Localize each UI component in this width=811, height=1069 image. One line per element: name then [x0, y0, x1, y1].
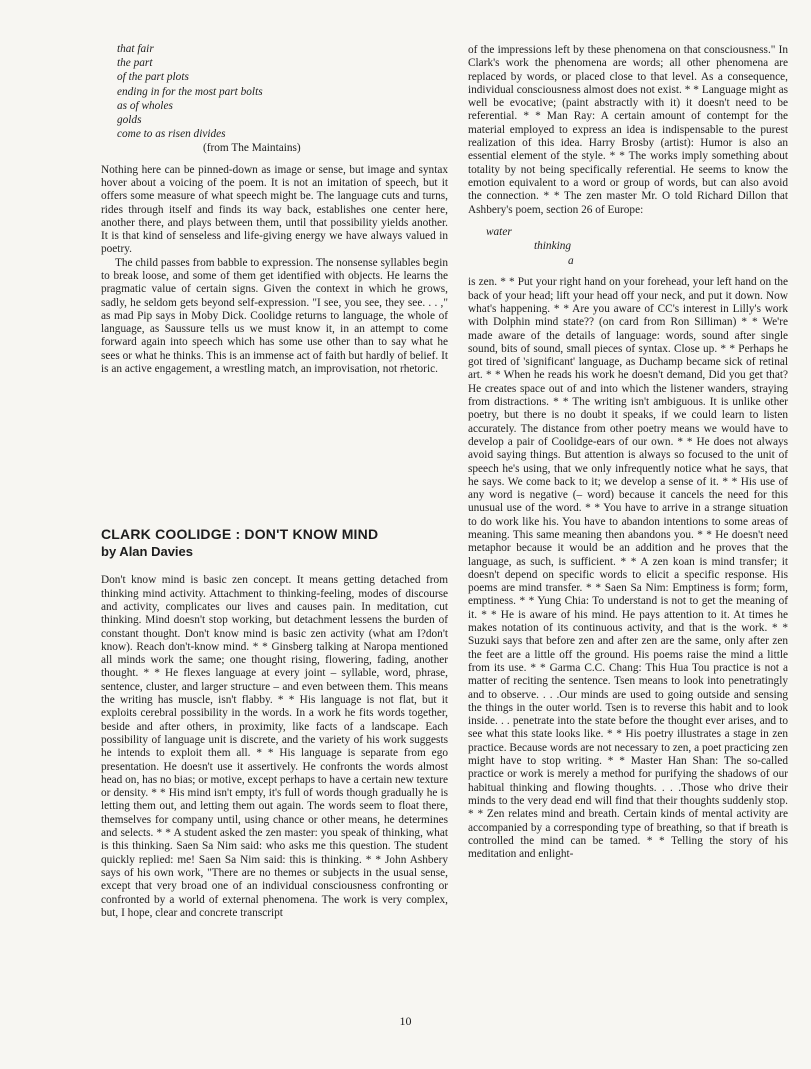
paragraph: of the impressions left by these phenomena on that consciousness." In Clark's work the phenomena are words; all other phenomena are replaced by words, or placed close to that level. As a consequence, individual consciousness almost does not exist. * * Language might as well be evocative; (paint abstractly with it) it doesn't need to be referential. * * Man Ray: A certain amount of contempt for the material employed to express an idea is indispensable to the purest realization of this idea. Harry Brosby (artist): Humor is also an essential element of the style. * * The works imply something about totality by not being specifically referential. He seems to know the emotion equivalent to a word or group of words, but can also avoid the connection. * * The zen master Mr. O told Richard Dillon that Ashbery's poem, section 26 of Europe:: [468, 44, 788, 216]
poem-line: that fair: [117, 43, 154, 55]
poem-line: water: [486, 225, 512, 238]
paragraph: The child passes from babble to expression. The nonsense syllables begin to break loose, and some of them get identified with objects. He learns the pragmatic value of certain signs. Given the context in which he grows, sadly, he seldom gets beyond self-expression. "I see, you see, they see. . . ," as mad Pip says in Moby Dick. Coolidge returns to language, the whole of language, as Saussure tells us we must know it, in an attempt to come forward again into speech which has some use other than to say what he sees or what he thinks. This is an immense act of faith but hardly of belief. It is an active engagement, a wrestling match, an improvisation, not rhetoric.: [101, 256, 448, 376]
left-column: [101, 0, 448, 920]
poem-line: golds: [117, 114, 142, 127]
article-heading: CLARK COOLIDGE : DON'T KNOW MIND: [101, 526, 379, 543]
poem-line: come to as risen divides: [117, 128, 226, 141]
poem-source: (from The Maintains): [203, 142, 301, 155]
paragraph: is zen. * * Put your right hand on your forehead, your left hand on the back of your head; lift your head off your neck, and put it down. Now what's happening. * * Are you aware of CC's interest in Lilly's work with Dolphin mind state?? (on card from Ron Silliman) * * We're made aware of the details of language: words, sound after single sound, bits of sound, small pieces of syntax. Close up. * * Perhaps he got tired of 'significant' language, as Duchamp became sick of retinal art. * * When he reads his work he doesn't demand, Did you get that? He creates space out of and into which the listener wanders, straying from distractions. * * The writing isn't ambiguous. It is unlike other poetry, but there is no doubt it speaks, if we could learn to listen accurately. The distance from other poetry means we would have to develop a pair of Coolidge-ears of our own. * * He does not always avoid saying things. But attention is always so focused to the unit of speech he's using, that we only infrequently notice what he says, that he says. We come back to it; we develop a sense of it. * * His use of any word is negative (– word) because it cancels the need for this unusual use of the word. * * You have to arrive in a strange situation to do work like his. You have to abandon intentions to some areas of meaning. This same meaning then abandons you. * * He doesn't need metaphor because it would be an addition and he proves that the language, as such, is sufficient. * * A zen koan is mind transfer; it doesn't depend on specific words to elicit a specific response. His poems are mind transfer. * * Saen Sa Nim: Emptiness is form; form, emptiness. * * Yung Chia: To understand is not to get the meaning of it. * * He is aware of his mind. He pays attention to it. At times he makes notation of its continuous activity, and that is the work. * * Suzuki says that before zen and after zen are the same, only after zen the feet are a little off the ground. His poems raise the mind a little from its use. * * Garma C.C. Chang: This Hua Tou practice is not a matter of reciting the sentence. Tsen means to look into penetratingly and to observe. . . .Our minds are used to going outside and sensing the things in the outer world. Tsen is to reverse this habit and to look inside. . . penetrate into the state before the thought ever arises, and to see what this state looks like. * * His poetry illustrates a stage in zen practice. Because words are not necessary to zen, a poet practicing zen might have to stop writing. * * Master Han Shan: The so-called practice or work is merely a method for purifying the shadows of our habitual thinking and flowing thoughts. . . .Those who drive their minds to the very dead end will find that their thoughts suddenly stop. * * Zen relates mind and breath. Certain kinds of mental activity are accompanied by a corresponding type of breathing, so that if breath is controlled the mind can be tamed. * * Telling the story of his meditation and enlight-: [468, 276, 788, 861]
page-number: 10: [399, 1014, 412, 1028]
article-byline: by Alan Davies: [101, 544, 194, 560]
poem-excerpt: [117, 42, 448, 156]
poem-line: as of wholes: [117, 99, 173, 112]
poem-line: of the part plots: [117, 71, 189, 84]
poem-line: a: [568, 254, 574, 267]
poem-line: ending in for the most part bolts: [117, 85, 263, 98]
poem-line: the part: [117, 57, 153, 70]
quoted-poem: [486, 225, 788, 269]
poem-line: thinking: [534, 240, 572, 253]
paragraph: Don't know mind is basic zen concept. It means getting detached from thinking mind activity. Attachment to thinking-feeling, modes of discourse and activity, complicates our lives and causes pain. In meditation, cut thinking. Mind doesn't stop working, but detachment lessens the burden of constant thought. Don't know mind is basic zen activity (what am I?don't know). Reach don't-know mind. * * Ginsberg talking at Naropa mentioned all minds work the same; one thought rising, flowering, fading, another thought. * * He flexes language at every joint – syllable, word, phrase, sentence, cluster, and larger structure – and even between them. This means the writing has muscle, isn't flabby. * * His language is not flat, but it exploits cerebral possibility in the words. In a work he fits words together, beside and after others, in proximity, like facts of a landscape. Each possibility of language unit is discrete, and the variety of his work suggests he intends to exploit them all. * * His language is separate from ego presentation. He doesn't use it assertively. He confronts the words almost head on, has no bias; or motive, except perhaps to have a certain new texture or density. * * His mind isn't empty, it's full of words though gradually he is letting them out, and letting them out again. The words seem to float there, themselves for company until, using chance or other means, he determines and selects. * * A student asked the zen master: you speak of thinking, what is this thinking. Saen Sa Nim said: who asks me this question. The student quickly replied: me! Saen Sa Nim said: this is thinking. * * John Ashbery says of his own work, "There are no themes or subjects in the usual sense, except that very broad one of an individual consciousness confronting or confronted by a world of external phenomena. The work is very complex, but, I hope, clear and concrete transcript: [101, 574, 448, 919]
paragraph: Nothing here can be pinned-down as image or sense, but image and syntax hover about a voicing of the poem. It is not an imitation of speech, but it offers some measure of what speech might be. The language cuts and turns, rides through itself and finds its way back, establishes one center here, another there, and plays between them, until that possibility yields another. It is that kind of senseless and life-giving energy we have always valued in poetry.: [101, 163, 448, 256]
right-column: [468, 0, 788, 861]
